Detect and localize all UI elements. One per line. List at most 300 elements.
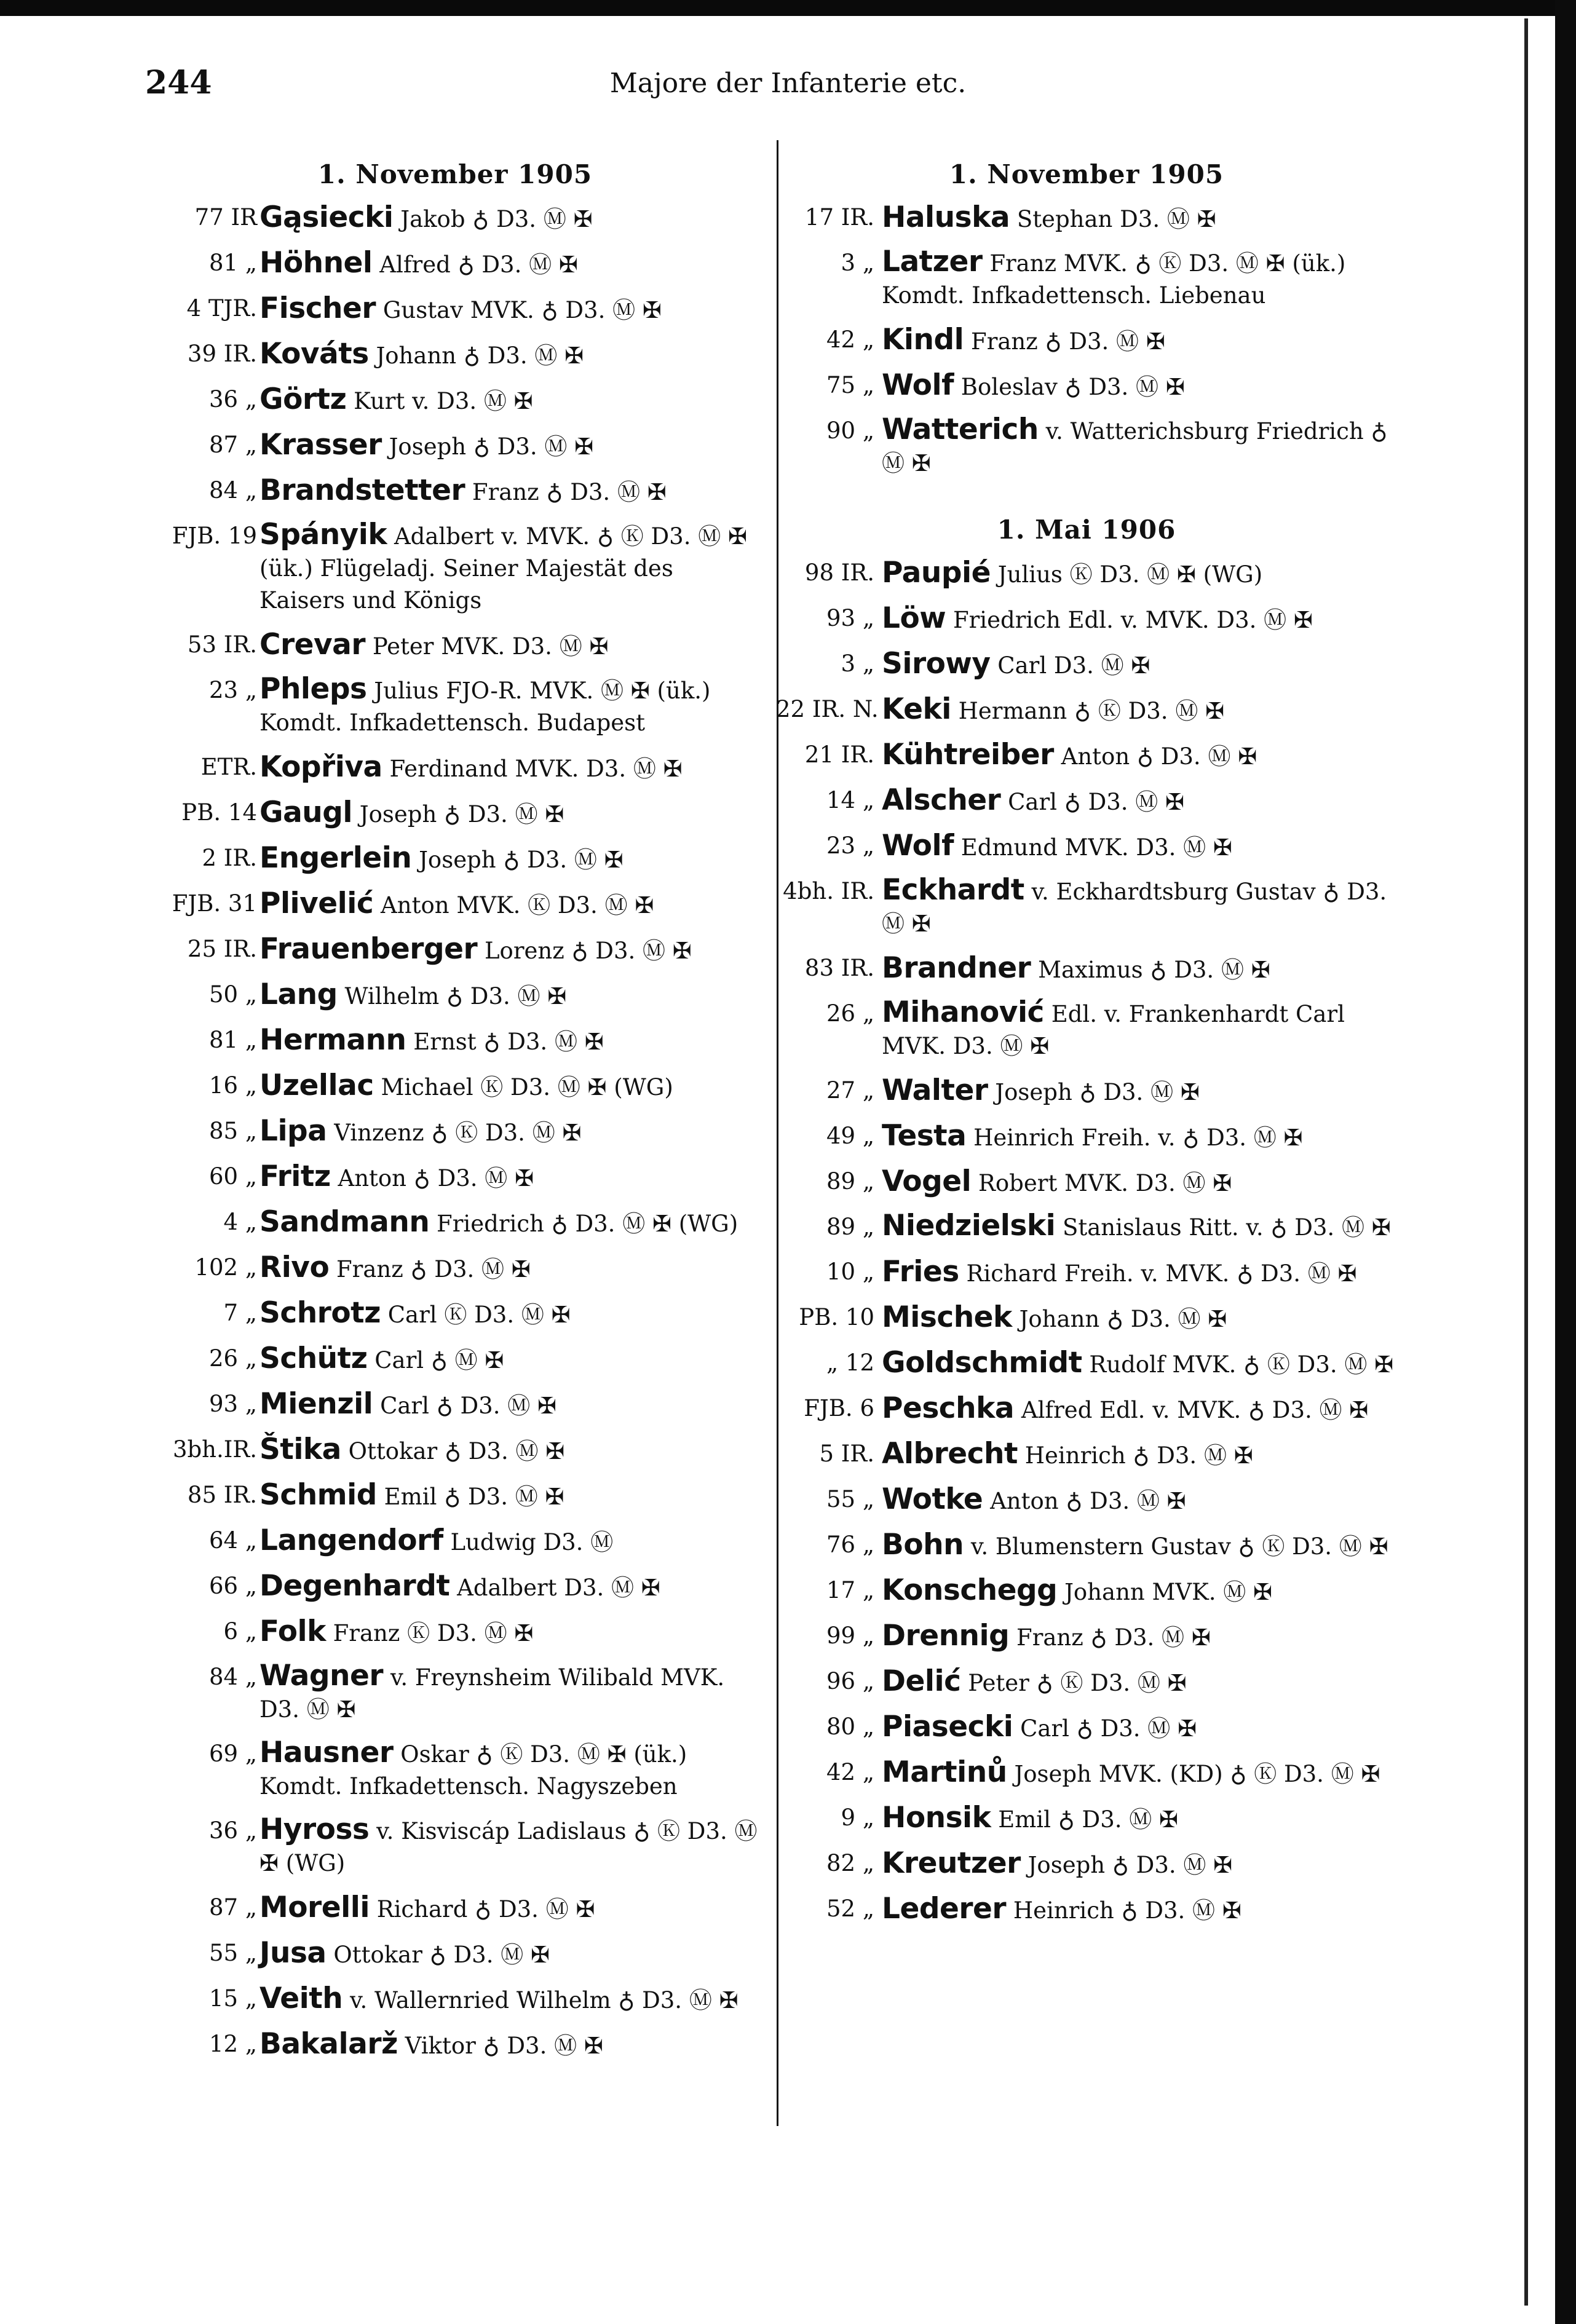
officer-surname: Alscher: [882, 783, 1001, 817]
officer-details: v. Kisviscáp Ladislaus ♁ Ⓚ D3. Ⓜ ✠ (WG): [259, 1818, 758, 1876]
entry-body: [259, 1291, 762, 1337]
officer-entry: [776, 551, 1397, 596]
regiment-ref: 5 IR.: [819, 1441, 874, 1467]
officer-entry: [148, 973, 762, 1018]
officer-surname: Bakalarž: [259, 2027, 398, 2061]
officer-details: Franz ♁ D3. Ⓜ ✠: [971, 328, 1165, 355]
officer-entry: [148, 241, 762, 287]
officer-details: Peter ♁ Ⓚ D3. Ⓜ ✠: [968, 1670, 1187, 1696]
officer-details: Heinrich Freih. v. ♁ D3. Ⓜ ✠: [973, 1124, 1303, 1151]
entry-body: [259, 423, 762, 468]
officer-surname: Kopřiva: [259, 750, 382, 784]
officer-details: Joseph MVK. (KD) ♁ Ⓚ D3. Ⓜ ✠: [1014, 1761, 1380, 1787]
section-heading: 1. November 1905: [317, 159, 593, 189]
officer-details: Carl D3. Ⓜ ✠: [997, 652, 1150, 679]
officer-details: Ottokar ♁ D3. Ⓜ ✠: [348, 1438, 565, 1464]
officer-surname: Kühtreiber: [882, 738, 1054, 772]
entry-body: [882, 1295, 1397, 1341]
regiment-ref: 16 „: [208, 1072, 257, 1099]
officer-entry: [148, 377, 762, 423]
entry-body: [259, 1428, 762, 1473]
officer-surname: Sirowy: [882, 647, 991, 681]
officer-entry: [148, 2022, 762, 2068]
officer-surname: Langendorf: [259, 1524, 443, 1557]
officer-surname: Morelli: [259, 1891, 370, 1924]
officer-surname: Fries: [882, 1255, 959, 1289]
officer-entry: [148, 1337, 762, 1382]
officer-details: Heinrich ♁ D3. Ⓜ ✠: [1024, 1442, 1253, 1469]
officer-surname: Watterich: [882, 413, 1039, 446]
section-heading: 1. Mai 1906: [997, 515, 1176, 545]
entry-body: [259, 623, 762, 668]
officer-details: Johann ♁ D3. Ⓜ ✠: [1019, 1306, 1227, 1332]
officer-details: Ludwig D3. Ⓜ: [450, 1529, 614, 1555]
officer-entry: [776, 363, 1397, 409]
officer-surname: Schmid: [259, 1478, 377, 1512]
officer-surname: Walter: [882, 1073, 988, 1107]
officer-details: Adalbert D3. Ⓜ ✠: [457, 1575, 660, 1601]
officer-details: Hermann ♁ Ⓚ D3. Ⓜ ✠: [958, 698, 1225, 724]
entry-body: [259, 1931, 762, 1977]
officer-surname: Bohn: [882, 1528, 964, 1562]
entry-body: [882, 409, 1397, 486]
officer-details: Emil ♁ D3. Ⓜ ✠: [998, 1806, 1179, 1833]
officer-entry: [776, 1841, 1397, 1887]
officer-details: Johann MVK. Ⓜ ✠: [1064, 1579, 1273, 1605]
regiment-ref: 52 „: [826, 1895, 874, 1922]
officer-entry: [776, 1705, 1397, 1750]
officer-details: Carl ♁ Ⓜ ✠: [374, 1347, 504, 1373]
officer-surname: Eckhardt: [882, 873, 1024, 907]
regiment-ref: 99 „: [826, 1622, 874, 1649]
entry-body: [882, 946, 1397, 992]
officer-details: Franz ♁ D3. Ⓜ ✠: [472, 479, 667, 505]
regiment-ref: 14 „: [826, 787, 874, 813]
officer-surname: Kreutzer: [882, 1846, 1021, 1880]
officer-surname: Wolf: [882, 368, 954, 402]
officer-surname: Vogel: [882, 1164, 972, 1198]
entry-list: [148, 196, 762, 2068]
officer-surname: Štika: [259, 1433, 341, 1466]
officer-details: Johann ♁ D3. Ⓜ ✠: [376, 342, 584, 369]
regiment-ref: 76 „: [826, 1532, 874, 1558]
officer-surname: Sandmann: [259, 1205, 430, 1239]
regiment-ref: 77 IR: [194, 204, 257, 231]
entry-body: [882, 733, 1397, 778]
officer-entry: [776, 946, 1397, 992]
entry-body: [259, 1610, 762, 1655]
entry-body: [882, 869, 1397, 946]
officer-details: Joseph ♁ D3. Ⓜ ✠: [995, 1079, 1200, 1105]
officer-details: Carl ♁ D3. Ⓜ ✠: [1008, 789, 1185, 815]
regiment-ref: 27 „: [826, 1077, 874, 1104]
officer-entry: [776, 241, 1397, 318]
regiment-ref: 64 „: [208, 1527, 257, 1554]
entry-body: [259, 791, 762, 836]
officer-surname: Krasser: [259, 428, 382, 462]
officer-surname: Piasecki: [882, 1710, 1013, 1744]
regiment-ref: 98 IR.: [804, 559, 874, 586]
entry-body: [882, 992, 1397, 1069]
regiment-ref: 36 „: [208, 1817, 257, 1844]
officer-entry: [776, 1069, 1397, 1114]
entry-body: [259, 1473, 762, 1519]
officer-entry: [776, 824, 1397, 869]
officer-details: Anton ♁ D3. Ⓜ ✠: [1061, 743, 1257, 770]
officer-surname: Wotke: [882, 1482, 983, 1516]
officer-entry: [776, 1250, 1397, 1295]
officer-details: Edmund MVK. D3. Ⓜ ✠: [960, 834, 1232, 861]
officer-details: Stephan D3. Ⓜ ✠: [1016, 206, 1216, 232]
regiment-ref: 3 „: [841, 650, 874, 677]
regiment-ref: 84 „: [208, 1664, 257, 1690]
officer-surname: Frauenberger: [259, 932, 478, 966]
officer-details: Ernst ♁ D3. Ⓜ ✠: [413, 1029, 604, 1055]
entry-body: [259, 882, 762, 927]
officer-surname: Hermann: [259, 1023, 406, 1057]
officer-entry: [148, 1018, 762, 1064]
officer-surname: Honsik: [882, 1801, 991, 1835]
officer-details: Boleslav ♁ D3. Ⓜ ✠: [960, 374, 1185, 400]
officer-entry: [148, 1155, 762, 1200]
entry-body: [259, 1886, 762, 1931]
entry-list: [776, 196, 1397, 486]
scan-page-edge-line: [1524, 18, 1528, 2306]
officer-surname: Drennig: [882, 1619, 1010, 1653]
entry-body: [882, 1205, 1397, 1250]
entry-body: [882, 318, 1397, 363]
regiment-ref: 4 TJR.: [186, 295, 257, 322]
officer-surname: Haluska: [882, 200, 1010, 234]
entry-body: [259, 927, 762, 973]
regiment-ref: 25 IR.: [187, 936, 257, 962]
officer-surname: Spányik: [259, 518, 387, 551]
officer-entry: [148, 287, 762, 332]
regiment-ref: 84 „: [208, 477, 257, 504]
regiment-ref: 60 „: [208, 1163, 257, 1190]
officer-surname: Brandstetter: [259, 473, 465, 507]
officer-surname: Löw: [882, 601, 946, 635]
officer-surname: Plivelić: [259, 887, 374, 920]
officer-details: Franz ♁ D3. Ⓜ ✠: [336, 1256, 531, 1283]
regiment-ref: FJB. 31: [172, 890, 257, 917]
regiment-ref: 3bh.IR.: [172, 1436, 257, 1463]
regiment-ref: 85 IR.: [187, 1482, 257, 1508]
entry-body: [882, 1477, 1397, 1523]
officer-surname: Kováts: [259, 337, 369, 371]
entry-body: [259, 973, 762, 1018]
officer-entry: [776, 1114, 1397, 1160]
officer-entry: [776, 1568, 1397, 1614]
entry-body: [882, 1796, 1397, 1841]
officer-entry: [776, 1659, 1397, 1705]
entry-body: [259, 468, 762, 514]
officer-entry: [148, 1109, 762, 1155]
regiment-ref: 4 „: [223, 1209, 257, 1235]
officer-surname: Hausner: [259, 1736, 394, 1769]
regiment-ref: 42 „: [826, 1759, 874, 1785]
regiment-ref: 6 „: [223, 1618, 257, 1645]
officer-entry: [148, 1564, 762, 1610]
officer-entry: [148, 196, 762, 241]
officer-details: Julius Ⓚ D3. Ⓜ ✠ (WG): [997, 561, 1263, 588]
regiment-ref: 102 „: [194, 1254, 257, 1281]
officer-details: Oskar ♁ Ⓚ D3. Ⓜ ✠ (ük.) Komdt. Infkadettensch. Nagyszeben: [259, 1741, 687, 1800]
officer-details: Ottokar ♁ D3. Ⓜ ✠: [333, 1942, 550, 1968]
officer-entry: [148, 423, 762, 468]
officer-details: Joseph ♁ D3. Ⓜ ✠: [1028, 1852, 1233, 1878]
officer-details: Joseph ♁ D3. Ⓜ ✠: [359, 801, 564, 828]
entry-body: [882, 1614, 1397, 1659]
entry-body: [882, 1841, 1397, 1887]
officer-details: Anton ♁ D3. Ⓜ ✠: [338, 1165, 534, 1192]
regiment-ref: 49 „: [826, 1123, 874, 1149]
officer-entry: [148, 1809, 762, 1886]
entry-body: [259, 332, 762, 377]
officer-details: Vinzenz ♁ Ⓚ D3. Ⓜ ✠: [334, 1120, 582, 1146]
officer-entry: [776, 642, 1397, 687]
regiment-ref: 15 „: [208, 1985, 257, 2012]
entry-body: [259, 196, 762, 241]
regiment-ref: 75 „: [826, 372, 874, 398]
officer-entry: [148, 1382, 762, 1428]
officer-entry: [776, 409, 1397, 486]
officer-entry: [148, 1732, 762, 1809]
regiment-ref: 66 „: [208, 1573, 257, 1599]
officer-details: Rudolf MVK. ♁ Ⓚ D3. Ⓜ ✠: [1089, 1351, 1394, 1378]
officer-details: Joseph ♁ D3. Ⓜ ✠: [419, 847, 624, 873]
officer-details: Kurt v. D3. Ⓜ ✠: [354, 388, 533, 414]
officer-surname: Kindl: [882, 323, 964, 357]
officer-entry: [148, 1931, 762, 1977]
entry-body: [259, 1655, 762, 1732]
officer-entry: [148, 1291, 762, 1337]
scan-top-edge: [0, 0, 1576, 16]
officer-surname: Veith: [259, 1982, 343, 2015]
officer-entry: [148, 514, 762, 623]
entry-body: [259, 1337, 762, 1382]
officer-surname: Uzellac: [259, 1069, 374, 1102]
entry-body: [259, 1382, 762, 1428]
entry-body: [882, 1659, 1397, 1705]
officer-surname: Engerlein: [259, 841, 412, 875]
entry-body: [882, 551, 1397, 596]
officer-details: Franz ♁ D3. Ⓜ ✠: [1016, 1624, 1211, 1651]
officer-surname: Wolf: [882, 829, 954, 863]
entry-body: [259, 836, 762, 882]
officer-surname: Fischer: [259, 291, 376, 325]
officer-entry: [148, 1064, 762, 1109]
officer-entry: [148, 1246, 762, 1291]
regiment-ref: 7 „: [223, 1300, 257, 1326]
officer-entry: [776, 1887, 1397, 1932]
officer-entry: [148, 332, 762, 377]
officer-surname: Testa: [882, 1119, 967, 1153]
regiment-ref: FJB. 6: [804, 1395, 874, 1421]
officer-surname: Wagner: [259, 1659, 384, 1693]
officer-surname: Lederer: [882, 1892, 1007, 1926]
regiment-ref: 17 „: [826, 1577, 874, 1603]
entry-body: [882, 1386, 1397, 1432]
entry-body: [259, 514, 762, 623]
officer-details: v. Freynsheim Wilibald MVK. D3. Ⓜ ✠: [259, 1664, 725, 1723]
entry-body: [259, 1200, 762, 1246]
officer-details: Peter MVK. D3. Ⓜ ✠: [372, 633, 609, 660]
officer-entry: [776, 1477, 1397, 1523]
entry-body: [259, 1977, 762, 2022]
officer-entry: [776, 778, 1397, 824]
officer-entry: [776, 1523, 1397, 1568]
officer-surname: Folk: [259, 1615, 326, 1648]
officer-entry: [148, 836, 762, 882]
regiment-ref: 82 „: [826, 1850, 874, 1876]
entry-body: [882, 596, 1397, 642]
regiment-ref: 21 IR.: [804, 741, 874, 768]
officer-entry: [776, 992, 1397, 1069]
officer-surname: Degenhardt: [259, 1569, 450, 1603]
officer-surname: Konschegg: [882, 1573, 1058, 1607]
officer-entry: [776, 1295, 1397, 1341]
officer-entry: [776, 1614, 1397, 1659]
officer-entry: [148, 468, 762, 514]
regiment-ref: 87 „: [208, 1894, 257, 1921]
entry-body: [259, 1109, 762, 1155]
regiment-ref: 10 „: [826, 1259, 874, 1285]
regiment-ref: ETR.: [200, 754, 257, 780]
officer-surname: Gaugl: [259, 796, 353, 829]
officer-details: Stanislaus Ritt. v. ♁ D3. Ⓜ ✠: [1063, 1214, 1391, 1241]
officer-surname: Crevar: [259, 628, 366, 662]
regiment-ref: 93 „: [208, 1391, 257, 1417]
officer-details: Michael Ⓚ D3. Ⓜ ✠ (WG): [381, 1074, 673, 1101]
officer-details: Viktor ♁ D3. Ⓜ ✠: [405, 2033, 603, 2059]
entry-body: [259, 377, 762, 423]
entry-body: [882, 1114, 1397, 1160]
running-head: Majore der Infanterie etc.: [609, 68, 967, 99]
regiment-ref: 26 „: [826, 1000, 874, 1027]
officer-surname: Niedzielski: [882, 1209, 1056, 1243]
regiment-ref: 81 „: [208, 250, 257, 276]
regiment-ref: 85 „: [208, 1118, 257, 1144]
officer-details: Lorenz ♁ D3. Ⓜ ✠: [484, 938, 692, 964]
officer-details: Edl. v. Frankenhardt Carl MVK. D3. Ⓜ ✠: [882, 1001, 1345, 1059]
regiment-ref: 23 „: [826, 832, 874, 859]
officer-details: Friedrich Edl. v. MVK. D3. Ⓜ ✠: [952, 607, 1313, 633]
regiment-ref: 96 „: [826, 1668, 874, 1694]
officer-details: Alfred Edl. v. MVK. ♁ D3. Ⓜ ✠: [1021, 1397, 1369, 1423]
entry-body: [882, 1432, 1397, 1477]
regiment-ref: 90 „: [826, 417, 874, 444]
officer-entry: [148, 1473, 762, 1519]
regiment-ref: 81 „: [208, 1027, 257, 1053]
entry-body: [259, 1564, 762, 1610]
officer-details: Joseph ♁ D3. Ⓜ ✠: [389, 433, 594, 460]
officer-details: Ferdinand MVK. D3. Ⓜ ✠: [389, 756, 683, 782]
officer-entry: [148, 1977, 762, 2022]
officer-surname: Lang: [259, 978, 338, 1011]
officer-details: Anton ♁ D3. Ⓜ ✠: [990, 1488, 1186, 1514]
entry-list: [776, 551, 1397, 1932]
regiment-ref: 93 „: [826, 605, 874, 631]
regiment-ref: 22 IR. N.: [776, 696, 879, 722]
officer-details: Robert MVK. D3. Ⓜ ✠: [978, 1170, 1232, 1196]
officer-entry: [776, 1796, 1397, 1841]
entry-body: [882, 1250, 1397, 1295]
officer-surname: Görtz: [259, 382, 347, 416]
officer-details: Carl ♁ D3. Ⓜ ✠: [380, 1393, 557, 1419]
officer-surname: Schütz: [259, 1342, 368, 1375]
officer-entry: [148, 791, 762, 836]
entry-body: [882, 687, 1397, 733]
page-number: 244: [145, 64, 212, 101]
regiment-ref: 3 „: [841, 250, 874, 276]
regiment-ref: 9 „: [841, 1804, 874, 1831]
officer-details: Alfred ♁ D3. Ⓜ ✠: [379, 251, 578, 278]
officer-details: Jakob ♁ D3. Ⓜ ✠: [400, 206, 593, 232]
officer-entry: [776, 1750, 1397, 1796]
regiment-ref: 4bh. IR.: [783, 878, 874, 904]
officer-surname: Höhnel: [259, 246, 373, 280]
entry-body: [882, 1568, 1397, 1614]
officer-details: Heinrich ♁ D3. Ⓜ ✠: [1013, 1897, 1241, 1924]
officer-surname: Phleps: [259, 672, 367, 706]
officer-entry: [148, 882, 762, 927]
officer-surname: Peschka: [882, 1391, 1015, 1425]
regiment-ref: 80 „: [826, 1713, 874, 1740]
left-column: [148, 154, 762, 2068]
entry-body: [882, 241, 1397, 318]
entry-body: [259, 745, 762, 791]
officer-details: Maximus ♁ D3. Ⓜ ✠: [1038, 957, 1270, 983]
officer-details: Anton MVK. Ⓚ D3. Ⓜ ✠: [381, 892, 654, 919]
entry-body: [259, 1018, 762, 1064]
officer-details: Carl ♁ D3. Ⓜ ✠: [1020, 1715, 1197, 1742]
officer-surname: Mihanović: [882, 995, 1044, 1029]
officer-surname: Mischek: [882, 1300, 1012, 1334]
regiment-ref: „ 12: [826, 1350, 874, 1376]
officer-entry: [776, 1386, 1397, 1432]
officer-surname: Paupié: [882, 556, 991, 590]
entry-body: [882, 1160, 1397, 1205]
officer-entry: [148, 668, 762, 745]
entry-body: [259, 241, 762, 287]
regiment-ref: 69 „: [208, 1741, 257, 1767]
officer-entry: [148, 1200, 762, 1246]
regiment-ref: 55 „: [826, 1486, 874, 1512]
officer-surname: Delić: [882, 1664, 961, 1698]
officer-surname: Fritz: [259, 1160, 331, 1193]
entry-body: [259, 1732, 762, 1809]
officer-surname: Martinů: [882, 1755, 1007, 1789]
officer-entry: [148, 927, 762, 973]
officer-surname: Goldschmidt: [882, 1346, 1082, 1380]
section-heading: 1. November 1905: [949, 159, 1224, 189]
scan-right-edge: [1555, 0, 1576, 2324]
right-column: [776, 154, 1397, 1932]
entry-body: [259, 2022, 762, 2068]
entry-body: [882, 1705, 1397, 1750]
regiment-ref: PB. 14: [181, 799, 257, 826]
officer-surname: Jusa: [259, 1936, 327, 1970]
officer-entry: [776, 318, 1397, 363]
regiment-ref: 26 „: [208, 1345, 257, 1372]
regiment-ref: 23 „: [208, 677, 257, 703]
officer-details: Franz MVK. ♁ Ⓚ D3. Ⓜ ✠ (ük.) Komdt. Infkadettensch. Liebenau: [882, 250, 1346, 309]
regiment-ref: 89 „: [826, 1168, 874, 1195]
regiment-ref: 55 „: [208, 1940, 257, 1966]
regiment-ref: 83 IR.: [804, 955, 874, 981]
regiment-ref: 87 „: [208, 432, 257, 458]
